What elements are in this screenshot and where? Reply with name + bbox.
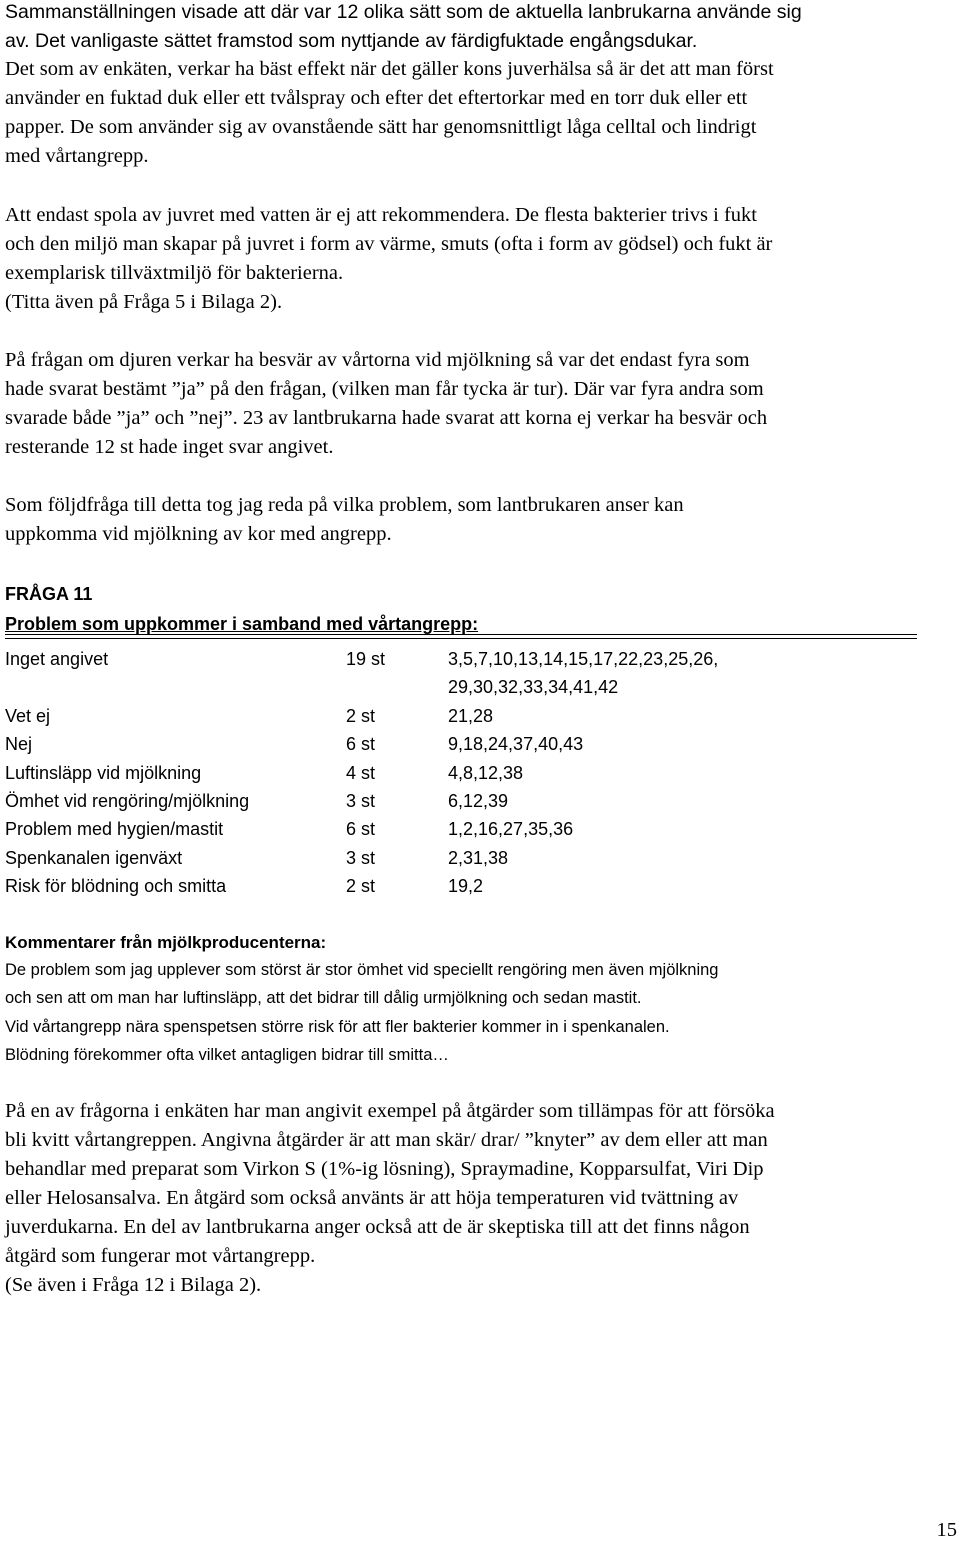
rinse-line-1: Att endast spola av juvret med vatten är ej att rekommendera. De flesta bakterier trivs i fukt (5, 204, 757, 226)
rinse-line-4: (Titta även på Fråga 5 i Bilaga 2). (5, 291, 283, 313)
answer-count: 19 st (346, 649, 386, 669)
table-row (5, 759, 868, 787)
intro-paragraph (5, 0, 957, 171)
answer-label: Luftinsläpp vid mjölkning (5, 762, 202, 783)
paragraph-followup (5, 491, 955, 549)
answer-count: 3 st (346, 847, 376, 868)
answer-label: Problem med hygien/mastit (5, 819, 224, 840)
answer-ids: 21,28 (448, 705, 494, 726)
answer-count: 3 st (346, 791, 376, 812)
answers-table (5, 645, 868, 901)
answer-ids: 4,8,12,38 (448, 762, 524, 783)
answer-count: 2 st (346, 705, 376, 726)
double-rule-divider (5, 634, 917, 639)
measures-line-5: juverdukarna. En del av lantbrukarna anger också att de är skeptiska till att det finns någon (5, 1216, 750, 1238)
warts-line-1: På frågan om djuren verkar ha besvär av vårtorna vid mjölkning så var det endast fyra som (5, 349, 750, 371)
paragraph-rinse (5, 201, 955, 317)
table-row (5, 872, 868, 900)
answer-ids: 19,2 (448, 876, 484, 897)
paragraph-measures (5, 1097, 955, 1300)
warts-line-4: resterande 12 st hade inget svar angivet. (5, 436, 334, 458)
comments-title: Kommentarer från mjölkproducenterna: (5, 933, 327, 952)
answer-ids: 6,12,39 (448, 791, 509, 812)
answer-label: Spenkanalen igenväxt (5, 847, 183, 868)
comment-line-3: Vid vårtangrepp nära spenspetsen större risk för att fler bakterier kommer in i spenkanalen. (5, 1017, 670, 1036)
answer-count: 2 st (346, 876, 376, 897)
followup-line-1: Som följdfråga till detta tog jag reda på vilka problem, som lantbrukaren anser kan (5, 494, 684, 516)
answer-ids: 9,18,24,37,40,43 (448, 734, 584, 755)
intro-line-6: med vårtangrepp. (5, 145, 149, 167)
intro-line-4: använder en fuktad duk eller ett tvålspray och efter det eftertorkar med en torr duk eller ett (5, 87, 748, 109)
answer-label: Inget angivet (5, 649, 109, 669)
answer-ids: 2,31,38 (448, 847, 509, 868)
comment-line-2: och sen att om man har luftinsläpp, att det bidrar till dålig urmjölkning och sedan mastit. (5, 989, 642, 1008)
answer-label: Risk för blödning och smitta (5, 876, 227, 897)
intro-line-2: av. Det vanligaste sättet framstod som nyttjande av färdigfuktade engångsdukar. (5, 29, 698, 52)
question-title: FRÅGA 11 (5, 584, 93, 604)
answer-ids: 1,2,16,27,35,36 (448, 819, 574, 840)
intro-line-1: Sammanställningen visade att där var 12 olika sätt som de aktuella lanbrukarna använde sig (5, 1, 802, 23)
answer-label: Nej (5, 734, 33, 755)
question-subtitle: Problem som uppkommer i samband med vårtangrepp: (5, 614, 479, 634)
table-row (5, 702, 868, 730)
answer-count: 4 st (346, 762, 376, 783)
answer-label: Vet ej (5, 705, 51, 726)
rinse-line-2: och den miljö man skapar på juvret i form av värme, smuts (ofta i form av gödsel) och fukt är (5, 233, 773, 255)
paragraph-warts (5, 346, 955, 462)
warts-line-3: svarade både ”ja” och ”nej”. 23 av lantbrukarna hade svarat att korna ej verkar ha besvär och (5, 407, 768, 429)
table-row (5, 815, 868, 843)
followup-line-2: uppkomma vid mjölkning av kor med angrepp. (5, 523, 392, 545)
comment-line-4: Blödning förekommer ofta vilket antagligen bidrar till smitta… (5, 1045, 449, 1064)
answer-ids-line-2: 29,30,32,33,34,41,42 (448, 677, 619, 698)
answer-count: 6 st (346, 734, 376, 755)
answer-ids (448, 645, 868, 702)
measures-line-6: åtgärd som fungerar mot vårtangrepp. (5, 1245, 316, 1267)
comments-block (5, 956, 955, 1069)
rinse-line-3: exemplarisk tillväxtmiljö för bakterierna. (5, 262, 344, 284)
comment-line-1: De problem som jag upplever som störst är stor ömhet vid speciellt rengöring men även mjölkning (5, 961, 719, 979)
table-row (5, 844, 868, 872)
intro-line-5: papper. De som använder sig av ovanstående sätt har genomsnittligt låga celltal och lindrigt (5, 116, 757, 138)
answer-label: Ömhet vid rengöring/mjölkning (5, 791, 250, 812)
table-row (5, 645, 868, 702)
answer-ids-line-1: 3,5,7,10,13,14,15,17,22,23,25,26, (448, 649, 719, 669)
measures-line-2: bli kvitt vårtangreppen. Angivna åtgärder är att man skär/ drar/ ”knyter” av dem eller att man (5, 1129, 768, 1151)
warts-line-2: hade svarat bestämt ”ja” på den frågan, (vilken man får tycka är tur). Där var fyra andra som (5, 378, 764, 400)
table-row (5, 787, 868, 815)
table-row (5, 730, 868, 758)
intro-line-3: Det som av enkäten, verkar ha bäst effekt när det gäller kons juverhälsa så är det att man först (5, 58, 774, 80)
measures-line-1: På en av frågorna i enkäten har man angivit exempel på åtgärder som tillämpas för att försöka (5, 1100, 775, 1122)
page-number: 15 (936, 1519, 957, 1541)
measures-line-7: (Se även i Fråga 12 i Bilaga 2). (5, 1274, 262, 1296)
answer-count: 6 st (346, 819, 376, 840)
measures-line-4: eller Helosansalva. En åtgärd som också använts är att höja temperaturen vid tvättning av (5, 1187, 739, 1209)
measures-line-3: behandlar med preparat som Virkon S (1%-ig lösning), Spraymadine, Kopparsulfat, Viri Dip (5, 1158, 764, 1180)
